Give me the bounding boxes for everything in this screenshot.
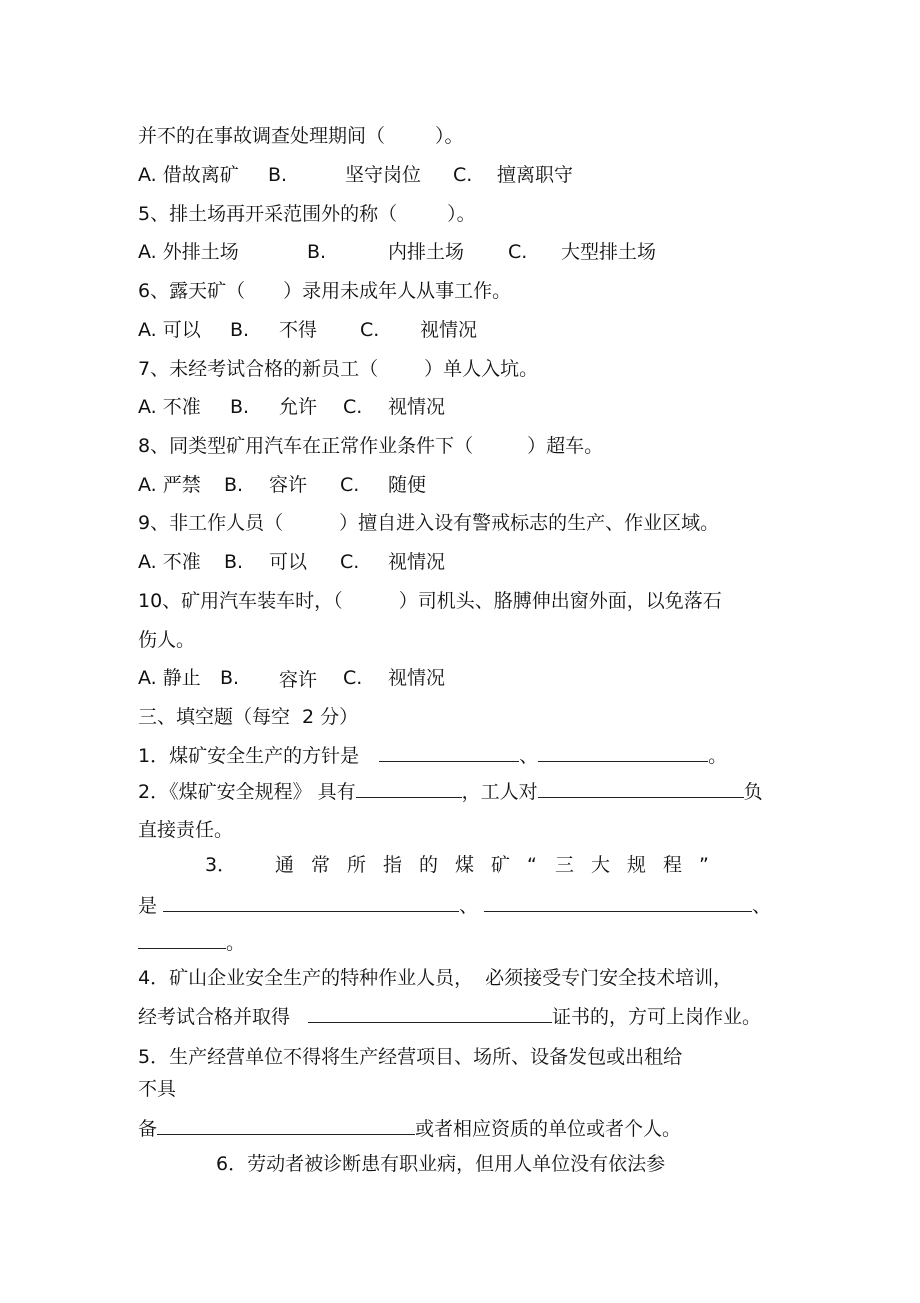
- fill-question-2: 2．《煤矿安全规程》 具有 ，工人对 负: [138, 781, 763, 803]
- question-stem: 6、露天矿（: [138, 280, 246, 302]
- option-b-label: B.: [307, 241, 327, 263]
- option-c-text: 视情况: [388, 396, 446, 418]
- question-remnant: [138, 124, 464, 148]
- fill-question-3-blanks: 是 、 、: [138, 895, 772, 917]
- question-rest: ）单人入坑。: [424, 358, 539, 380]
- option-a: A. 外排土场: [138, 241, 239, 263]
- option-c-text: 视情况: [420, 319, 478, 341]
- fill-question-1: 1．煤矿安全生产的方针是 、 。: [138, 745, 728, 767]
- answer-blank[interactable]: [163, 893, 459, 912]
- answer-blank[interactable]: [356, 779, 462, 798]
- question-6: [138, 279, 511, 303]
- question-rest: ）擅自进入设有警戒标志的生产、作业区域。: [339, 512, 720, 534]
- question-10: [138, 589, 722, 613]
- answer-blank[interactable]: [379, 743, 519, 762]
- question-stem: 并不的在事故调查处理期间（: [138, 125, 386, 147]
- question-7: [138, 357, 538, 381]
- option-b-label: B.: [220, 667, 240, 689]
- option-b-label: B.: [230, 319, 250, 341]
- option-b-text: 不得: [279, 319, 318, 341]
- question-stem: 9、非工作人员（: [138, 512, 284, 534]
- question-close: ）。: [435, 125, 464, 147]
- fill-question-2-continued: 直接责任。: [138, 819, 234, 841]
- option-b-text: 坚守岗位: [345, 164, 422, 186]
- question-5: [138, 202, 476, 226]
- option-c-text: 大型排土场: [561, 241, 657, 263]
- answer-blank[interactable]: [538, 743, 708, 762]
- option-b-text: 内排土场: [388, 241, 465, 263]
- option-c-text: 视情况: [388, 551, 446, 573]
- fill-question-5: 5．生产经营单位不得将生产经营项目、场所、设备发包或出租给: [138, 1046, 683, 1068]
- option-a: A. 借故离矿: [138, 164, 239, 186]
- option-c-label: C.: [340, 474, 360, 496]
- option-b-label: B.: [224, 551, 244, 573]
- question-9: [138, 511, 719, 535]
- question-rest: ）录用未成年人从事工作。: [283, 280, 512, 302]
- option-c-text: 视情况: [388, 667, 446, 689]
- fill-question-5-blank: 备 或者相应资质的单位或者个人。: [138, 1118, 682, 1140]
- question-10-continued: 伤人。: [138, 629, 196, 651]
- option-b-text: 允许: [279, 396, 318, 418]
- question-stem: 10、矿用汽车装车时，（: [138, 590, 343, 612]
- question-stem: 5、排土场再开采范围外的称（: [138, 203, 398, 225]
- option-a: A. 不准: [138, 551, 201, 573]
- answer-blank[interactable]: [538, 779, 744, 798]
- option-c-label: C.: [343, 667, 363, 689]
- option-c-text: 随便: [388, 474, 427, 496]
- option-b-text: 可以: [269, 551, 308, 573]
- option-c-text: 擅离职守: [497, 164, 574, 186]
- fill-question-4: 4．矿山企业安全生产的特种作业人员， 必须接受专门安全技术培训，: [138, 967, 733, 989]
- option-b-label: B.: [224, 474, 244, 496]
- fill-question-4-continued: 经考试合格并取得 证书的，方可上岗作业。: [138, 1006, 762, 1028]
- option-c-label: C.: [340, 551, 360, 573]
- question-8: [138, 434, 603, 458]
- question-close: ）。: [447, 203, 476, 225]
- section-heading: 三、填空题（每空 2 分）: [138, 706, 359, 728]
- answer-blank[interactable]: [138, 930, 226, 949]
- option-b-label: B.: [268, 164, 288, 186]
- answer-blank[interactable]: [484, 893, 752, 912]
- question-rest: ）司机头、胳膊伸出窗外面，以免落石: [398, 590, 722, 612]
- option-a: A. 静止: [138, 667, 201, 689]
- option-a: A. 严禁: [138, 474, 201, 496]
- option-b-text: 容许: [269, 474, 308, 496]
- fill-question-3-end: 。: [138, 930, 245, 955]
- question-rest: ）超车。: [527, 435, 604, 457]
- option-c-label: C.: [360, 319, 380, 341]
- fill-question-5-continued: 不具: [138, 1078, 177, 1100]
- option-c-label: C.: [453, 164, 473, 186]
- option-b-label: B.: [230, 396, 250, 418]
- answer-blank[interactable]: [308, 1004, 552, 1023]
- fill-question-6: 6．劳动者被诊断患有职业病，但用人单位没有依法参: [216, 1153, 666, 1175]
- option-c-label: C.: [508, 241, 528, 263]
- question-stem: 8、同类型矿用汽车在正常作业条件下（: [138, 435, 474, 457]
- question-stem: 7、未经考试合格的新员工（: [138, 358, 379, 380]
- option-a: A. 不准: [138, 396, 201, 418]
- document-page: 并不的在事故调查处理期间（ ）。 A. 借故离矿 B. 坚守岗位 C. 擅离职守 5、排土场再开采范围外的称（ ）。 A. 外排土场 B. 内排土场 C. 大型排土场 6、露天矿（ ）录用未成年人从事工作。 A. 可以 B. 不得 C. 视情况 7、未经考试合格的新员工（ ）单人入坑。 A. 不准 B. 允许 C. 视情况 8、同类型矿用汽车在正常作业条件下（ ）超车。 A. 严禁 B. 容许 C. 随便 9、非工作人员（ ）擅自进入设有警戒标志的生产、作业区域。 A. 不准 B. 可以 C. 视情况 10、矿用汽车装车时，（ ）司机头、胳膊伸出窗外面，以免落石 伤人。 A. 静止 B. 容许 C. 视情况 三、填空题（每空 2 分） 1．煤矿安全生产的方针是 、 。 2．《煤矿安全规程》 具有 ，工人对 负 直接责任。 3． 通 常 所 指 的 煤 矿 “ 三 大 规 程 ” 是 、 、 。 4．矿山企业安全生产的特种作业人员， 必须接受专门安全技术培训， 经考试合格并取得 证书的，方可上岗作业。 5．生产经营单位不得将生产经营项目、场所、设备发包或出租给 不具 备 或者相应资质的单位或者个人。 6．劳动者被诊断患有职业病，但用人单位没有依法参: [138, 125, 772, 1175]
- option-a: A. 可以: [138, 319, 201, 341]
- option-c-label: C.: [343, 396, 363, 418]
- option-b-text: 容许: [279, 669, 318, 691]
- answer-blank[interactable]: [157, 1116, 415, 1135]
